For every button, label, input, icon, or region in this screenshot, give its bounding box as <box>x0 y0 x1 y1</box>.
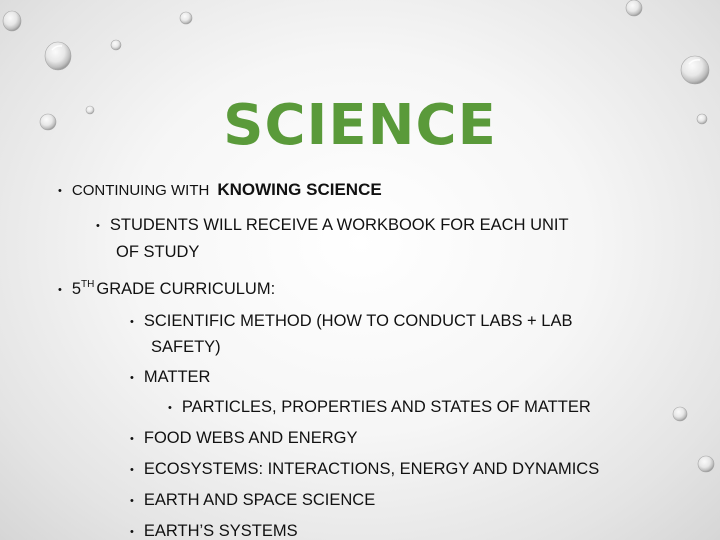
matter-text: MATTER <box>143 368 211 386</box>
list-item <box>130 487 375 514</box>
list-item-continuation <box>151 334 221 360</box>
list-item <box>130 308 572 335</box>
slide-title: SCIENCE <box>223 93 497 158</box>
list-item <box>130 456 599 483</box>
earth-systems-text: EARTH’S SYSTEMS <box>143 522 298 540</box>
list-item <box>130 518 298 540</box>
bullet-icon: • <box>130 464 134 476</box>
scientific-method-line1: SCIENTIFIC METHOD (HOW TO CONDUCT LABS + LAB <box>143 312 573 330</box>
workbook-text-line2: OF STUDY <box>116 243 200 261</box>
food-webs-text: FOOD WEBS AND ENERGY <box>143 429 358 447</box>
list-item <box>58 276 275 303</box>
list-item <box>168 394 591 421</box>
list-item <box>58 177 382 204</box>
bullet-icon: • <box>130 495 134 507</box>
ecosystems-text: ECOSYSTEMS: INTERACTIONS, ENERGY AND DYNAMICS <box>143 460 600 478</box>
bullet-icon: • <box>96 220 100 232</box>
workbook-text-line1: STUDENTS WILL RECEIVE A WORKBOOK FOR EACH UNIT <box>109 216 569 234</box>
bullet-icon: • <box>58 185 62 197</box>
bullet-icon: • <box>58 284 62 296</box>
earth-space-text: EARTH AND SPACE SCIENCE <box>143 491 376 509</box>
list-item <box>130 364 210 391</box>
particles-text: PARTICLES, PROPERTIES AND STATES OF MATTER <box>181 398 591 416</box>
bullet-icon: • <box>130 526 134 538</box>
scientific-method-line2: SAFETY) <box>151 338 221 356</box>
bullet-icon: • <box>130 433 134 445</box>
grade-curriculum-text: GRADE CURRICULUM: <box>96 280 276 298</box>
grade-number: 5 <box>71 280 82 298</box>
bullet-icon: • <box>168 402 172 414</box>
continuing-text: CONTINUING WITH <box>71 182 210 199</box>
grade-superscript: TH <box>81 279 95 290</box>
list-item <box>130 425 357 452</box>
bullet-icon: • <box>130 316 134 328</box>
list-item <box>96 212 569 239</box>
list-item-continuation <box>116 239 199 265</box>
bullet-icon: • <box>130 372 134 384</box>
knowing-science-text: KNOWING SCIENCE <box>217 180 382 199</box>
